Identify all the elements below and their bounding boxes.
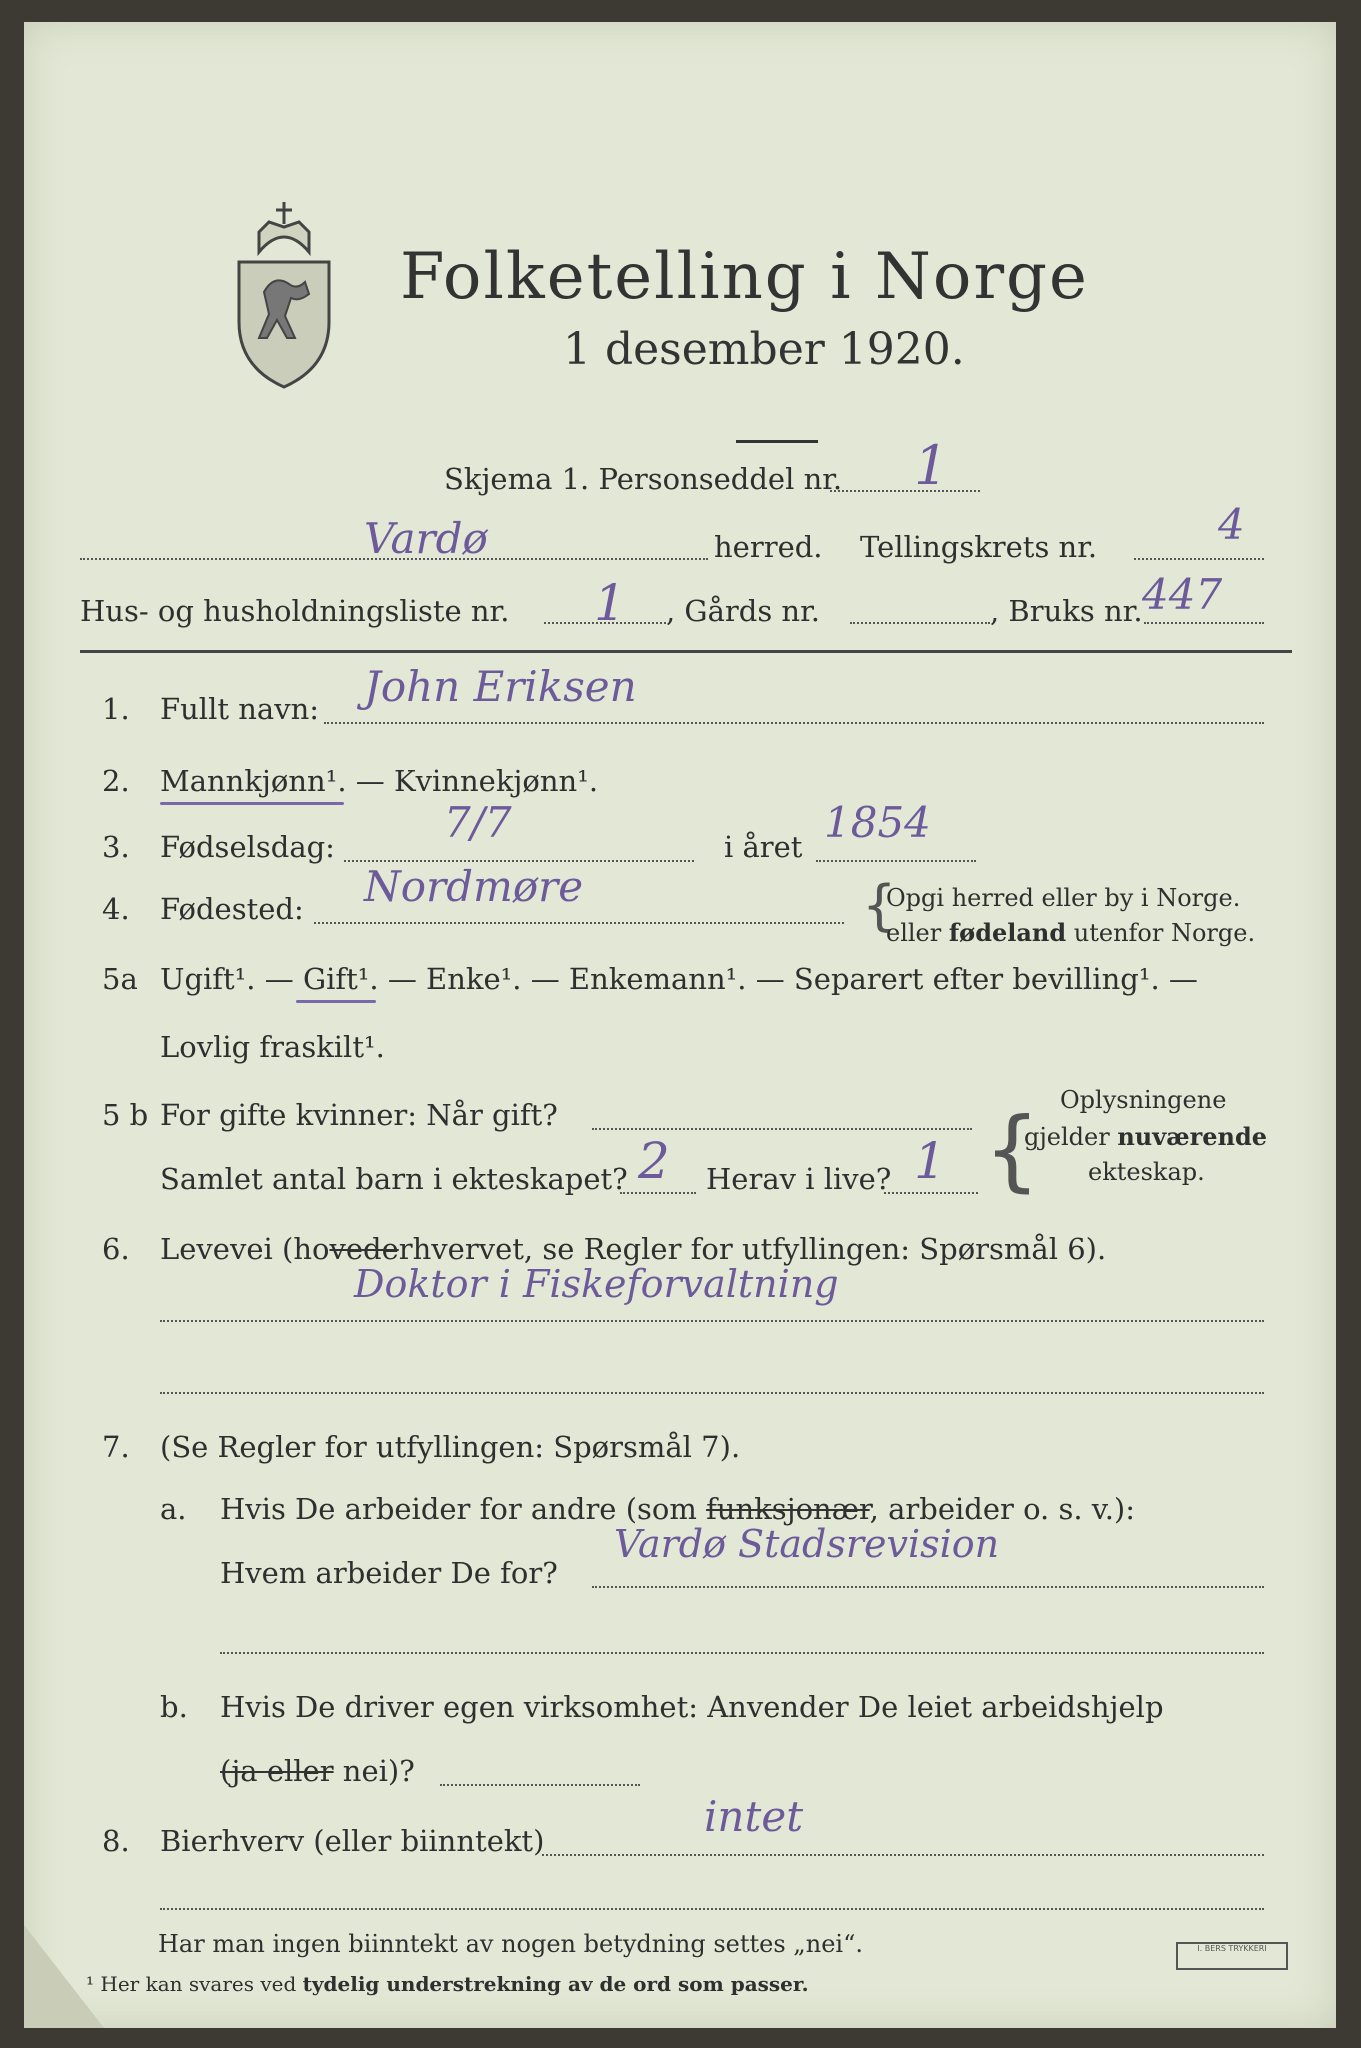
bruks-value: 447 <box>1142 570 1223 619</box>
q6-answer: Doktor i Fiskeforvaltning <box>354 1262 839 1306</box>
q2-mann-underline-mark <box>160 802 344 805</box>
q8-number: 8. <box>102 1824 130 1858</box>
hus-value: 1 <box>594 574 626 632</box>
q3-label: Fødselsdag: <box>160 830 335 864</box>
q4-note-eller: eller <box>886 919 949 947</box>
q7a-line1-end: , arbeider o. s. v.): <box>869 1492 1136 1526</box>
q5b-barn-value: 2 <box>638 1132 670 1190</box>
q7-label: (Se Regler for utfyllingen: Spørsmål 7). <box>160 1430 741 1464</box>
q3-answer: 7/7 <box>444 798 512 847</box>
q7a-dotted-line-2 <box>220 1652 1264 1654</box>
q7b-ja-eller-struck: (ja eller <box>220 1754 334 1788</box>
q4-note-fodeland: fødeland <box>948 918 1067 947</box>
q2-sex-options <box>160 764 598 798</box>
q4-brace: { <box>862 874 897 937</box>
q2-number: 2. <box>102 764 130 798</box>
q1-number: 1. <box>102 692 130 726</box>
q3-year-value: 1854 <box>824 798 931 847</box>
q3-number: 3. <box>102 830 130 864</box>
bruks-label: , Bruks nr. <box>990 594 1143 628</box>
q5b-herav-label: Herav i live? <box>706 1162 892 1196</box>
q5b-barn-dotted-line <box>620 1192 696 1194</box>
form-date: 1 desember 1920. <box>563 324 965 375</box>
q7a-funksjonaer-struck: funksjonær <box>706 1492 870 1526</box>
tellingskrets-value: 4 <box>1218 500 1245 549</box>
q6-dotted-line-1 <box>160 1320 1264 1322</box>
q5b-nar-gift-dotted-line <box>592 1128 972 1130</box>
census-form-sheet <box>24 22 1336 2028</box>
q4-dotted-line <box>314 922 844 924</box>
q5a-options-line1 <box>160 962 1198 996</box>
q8-dotted-line-1 <box>542 1854 1264 1856</box>
q6-label-end: rhvervet, se Regler for utfyllingen: Spørsmål 6). <box>398 1232 1107 1266</box>
q7a-answer: Vardø Stadsrevision <box>614 1522 1000 1566</box>
q5a-gift-underline-mark <box>296 1000 376 1003</box>
q6-number: 6. <box>102 1232 130 1266</box>
q5b-note-gjelder: gjelder <box>1024 1123 1118 1151</box>
footnote-start: ¹ Her kan svares ved <box>86 1972 303 1996</box>
q7a-line1-start: Hvis De arbeider for andre (som <box>220 1492 707 1526</box>
header-separator <box>80 650 1292 653</box>
q5b-note-nuvaerende: nuværende <box>1117 1122 1268 1151</box>
q1-label: Fullt navn: <box>160 692 320 726</box>
skjema-dotted-line <box>830 490 980 492</box>
footnote-end: ord som passer. <box>626 1972 809 1996</box>
q1-dotted-line <box>324 722 1264 724</box>
q6-dotted-line-2 <box>160 1392 1264 1394</box>
herred-dotted-line <box>80 558 708 560</box>
q6-label-start: Levevei (ho <box>160 1232 330 1266</box>
q7b-line1: Hvis De driver egen virksomhet: Anvender De leiet arbeidshjelp <box>220 1690 1164 1724</box>
q7-number: 7. <box>102 1430 130 1464</box>
q5b-number: 5 b <box>102 1098 149 1132</box>
q2-mann-option: Mannkjønn¹. <box>160 764 347 798</box>
q5b-note-line2 <box>1024 1122 1267 1151</box>
q5a-ugift: Ugift¹. — <box>160 962 303 996</box>
q8-answer: intet <box>704 1792 804 1841</box>
q5b-line2: Samlet antal barn i ekteskapet? <box>160 1162 628 1196</box>
q4-note-utenfor: utenfor Norge. <box>1066 919 1256 947</box>
q5b-herav-value: 1 <box>914 1132 946 1190</box>
q4-answer: Nordmøre <box>364 862 584 911</box>
herred-label: herred. <box>714 530 823 564</box>
q7b-dotted-line <box>440 1784 640 1786</box>
q5a-other-options: — Enke¹. — Enkemann¹. — Separert efter bevilling¹. — <box>378 962 1198 996</box>
q7a-letter: a. <box>160 1492 187 1526</box>
q3-year-dotted-line <box>816 860 976 862</box>
footnote-bold: tydelig understrekning av de <box>302 1972 627 1996</box>
q6-label <box>160 1232 1106 1266</box>
q5b-brace: { <box>984 1098 1040 1201</box>
q1-answer: John Eriksen <box>364 662 637 711</box>
bruks-dotted-line <box>1144 622 1264 624</box>
gards-dotted-line <box>850 622 990 624</box>
printer-mark: I. BERS TRYKKERI <box>1176 1942 1288 1970</box>
q8-label: Bierhverv (eller biinntekt) <box>160 1824 545 1858</box>
q5a-number: 5a <box>102 962 138 996</box>
q6-label-struck: vede <box>329 1232 399 1266</box>
q5a-options-line2: Lovlig fraskilt¹. <box>160 1030 385 1064</box>
q4-label: Fødested: <box>160 892 304 926</box>
q4-note-line2 <box>886 918 1255 947</box>
q5b-line1: For gifte kvinner: Når gift? <box>160 1098 558 1132</box>
herred-value: Vardø <box>364 514 488 563</box>
form-title: Folketelling i Norge <box>400 240 1089 314</box>
q7a-line2: Hvem arbeider De for? <box>220 1556 558 1590</box>
q5b-note-line1: Oplysningene <box>1060 1086 1227 1114</box>
q8-dotted-line-2 <box>160 1908 1264 1910</box>
footer-note: Har man ingen biinntekt av nogen betydning settes „nei“. <box>158 1930 863 1958</box>
skjema-value: 1 <box>914 434 949 497</box>
footer-footnote <box>86 1972 809 1996</box>
q7b-nei: nei)? <box>333 1754 415 1788</box>
folded-corner <box>24 1925 104 2028</box>
q4-note-line1: Opgi herred eller by i Norge. <box>886 884 1241 912</box>
q2-kvinne-option: Kvinnekjønn¹. <box>394 764 599 798</box>
tellingskrets-dotted-line <box>1134 558 1264 560</box>
q7b-letter: b. <box>160 1690 188 1724</box>
q3-year-label: i året <box>724 830 803 864</box>
q7b-line2 <box>220 1754 415 1788</box>
skjema-label: Skjema 1. Personseddel nr. <box>444 462 843 496</box>
gards-label: , Gårds nr. <box>666 594 820 628</box>
q5b-herav-dotted-line <box>884 1192 978 1194</box>
title-divider <box>736 440 818 443</box>
q5b-note-line3: ekteskap. <box>1088 1158 1205 1186</box>
q7a-line1 <box>220 1492 1135 1526</box>
q5a-gift: Gift¹. <box>302 962 379 996</box>
norwegian-coat-of-arms-icon <box>229 182 339 392</box>
q2-separator: — <box>346 764 394 798</box>
tellingskrets-label: Tellingskrets nr. <box>860 530 1098 564</box>
q4-number: 4. <box>102 892 130 926</box>
hus-label: Hus- og husholdningsliste nr. <box>80 594 510 628</box>
q7a-dotted-line-1 <box>592 1586 1264 1588</box>
